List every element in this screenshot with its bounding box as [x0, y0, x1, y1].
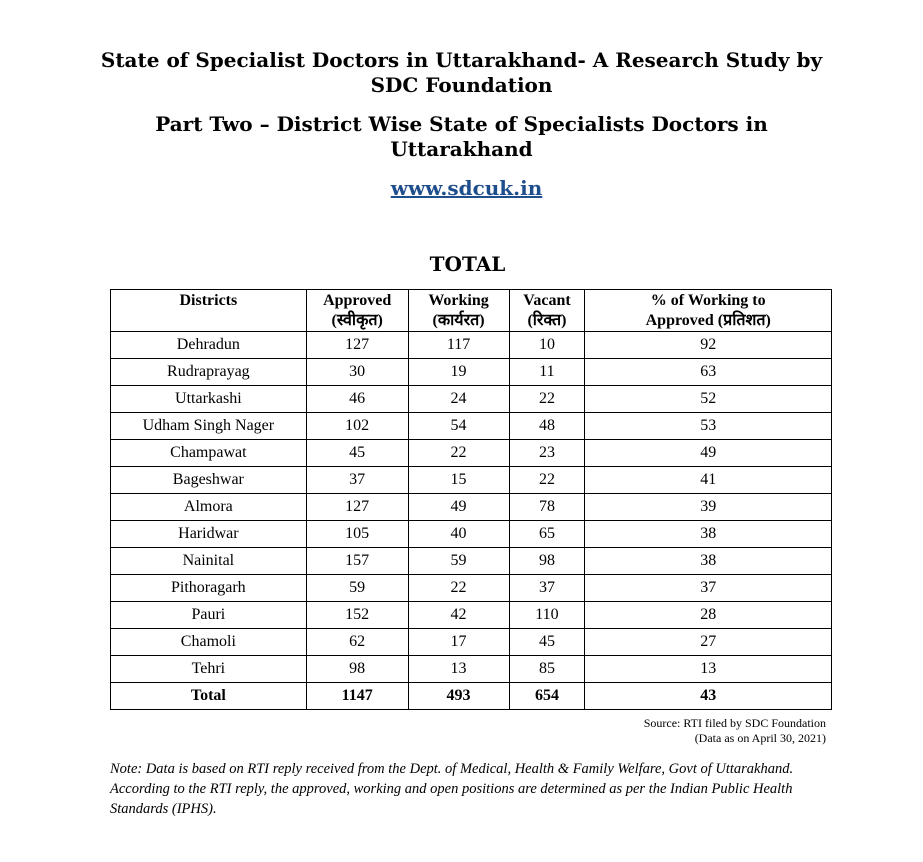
table-total-row — [111, 683, 832, 710]
header-approved-en: Approved — [323, 292, 392, 309]
header-working-hi: (कार्यरत) — [432, 312, 485, 329]
footnote: Note: Data is based on RTI reply received from the Dept. of Medical, Health & Family Welfare, Govt of Uttarakhand. According to the RTI reply, the approved, working and open positions are determined as per the Indian Public Health Standards (IPHS). — [110, 761, 794, 817]
header-approved-hi: (स्वीकृत) — [331, 312, 383, 329]
table-row — [111, 413, 832, 440]
table-row — [111, 548, 832, 575]
cell-district: Haridwar — [111, 521, 307, 548]
cell-vacant: 65 — [509, 521, 585, 548]
table-row — [111, 494, 832, 521]
cell-district: Pauri — [111, 602, 307, 629]
cell-approved: 105 — [306, 521, 408, 548]
cell-district: Chamoli — [111, 629, 307, 656]
cell-approved: 127 — [306, 494, 408, 521]
header-working — [408, 290, 509, 332]
subtitle-line-1: Part Two – District Wise State of Specialists Doctors in — [155, 112, 768, 136]
header-working-en: Working — [428, 292, 489, 309]
header-percent-hi: Approved (प्रतिशत) — [645, 312, 771, 329]
header-approved — [306, 290, 408, 332]
cell-percent: 37 — [585, 575, 832, 602]
table-row — [111, 440, 832, 467]
cell-working: 117 — [408, 332, 509, 359]
header-districts-label: Districts — [179, 292, 238, 309]
cell-vacant: 22 — [509, 386, 585, 413]
table-row — [111, 629, 832, 656]
cell-vacant: 37 — [509, 575, 585, 602]
total-approved: 1147 — [306, 683, 408, 710]
cell-vacant: 22 — [509, 467, 585, 494]
document-subtitle — [0, 112, 923, 162]
cell-working: 17 — [408, 629, 509, 656]
cell-percent: 63 — [585, 359, 832, 386]
subtitle-line-2: Uttarakhand — [390, 137, 533, 161]
cell-district: Dehradun — [111, 332, 307, 359]
cell-approved: 127 — [306, 332, 408, 359]
cell-approved: 152 — [306, 602, 408, 629]
cell-percent: 38 — [585, 548, 832, 575]
source-note — [644, 716, 826, 746]
title-line-1: State of Specialist Doctors in Uttarakhand- A Research Study by — [100, 48, 823, 72]
cell-working: 40 — [408, 521, 509, 548]
header-vacant-hi: (रिक्त) — [527, 312, 567, 329]
table-row — [111, 386, 832, 413]
table-header-row — [111, 290, 832, 332]
cell-percent: 92 — [585, 332, 832, 359]
cell-vacant: 23 — [509, 440, 585, 467]
cell-percent: 13 — [585, 656, 832, 683]
cell-vacant: 11 — [509, 359, 585, 386]
cell-working: 19 — [408, 359, 509, 386]
cell-approved: 98 — [306, 656, 408, 683]
header-vacant-en: Vacant — [523, 292, 571, 309]
cell-percent: 38 — [585, 521, 832, 548]
table-row — [111, 575, 832, 602]
cell-approved: 46 — [306, 386, 408, 413]
cell-working: 13 — [408, 656, 509, 683]
cell-vacant: 45 — [509, 629, 585, 656]
document-title — [0, 48, 923, 98]
cell-district: Udham Singh Nager — [111, 413, 307, 440]
table-row — [111, 602, 832, 629]
cell-percent: 39 — [585, 494, 832, 521]
cell-approved: 62 — [306, 629, 408, 656]
cell-vacant: 48 — [509, 413, 585, 440]
cell-working: 42 — [408, 602, 509, 629]
header-percent-en: % of Working to — [650, 292, 766, 309]
table-row — [111, 332, 832, 359]
cell-vacant: 85 — [509, 656, 585, 683]
cell-district: Bageshwar — [111, 467, 307, 494]
cell-working: 49 — [408, 494, 509, 521]
table-title: TOTAL — [429, 252, 506, 276]
website-link[interactable]: www.sdcuk.in — [390, 176, 543, 200]
total-label: Total — [111, 683, 307, 710]
cell-district: Tehri — [111, 656, 307, 683]
source-line-2: (Data as on April 30, 2021) — [694, 731, 826, 745]
cell-approved: 30 — [306, 359, 408, 386]
cell-percent: 53 — [585, 413, 832, 440]
cell-vacant: 10 — [509, 332, 585, 359]
cell-percent: 27 — [585, 629, 832, 656]
source-line-1: Source: RTI filed by SDC Foundation — [643, 716, 826, 730]
cell-approved: 102 — [306, 413, 408, 440]
cell-working: 22 — [408, 440, 509, 467]
cell-district: Champawat — [111, 440, 307, 467]
cell-approved: 157 — [306, 548, 408, 575]
table-row — [111, 656, 832, 683]
cell-percent: 52 — [585, 386, 832, 413]
cell-district: Pithoragarh — [111, 575, 307, 602]
table-row — [111, 521, 832, 548]
cell-district: Nainital — [111, 548, 307, 575]
cell-working: 24 — [408, 386, 509, 413]
cell-working: 59 — [408, 548, 509, 575]
cell-percent: 49 — [585, 440, 832, 467]
cell-approved: 37 — [306, 467, 408, 494]
table-row — [111, 359, 832, 386]
cell-district: Almora — [111, 494, 307, 521]
cell-working: 22 — [408, 575, 509, 602]
header-vacant — [509, 290, 585, 332]
cell-district: Uttarkashi — [111, 386, 307, 413]
specialist-doctors-table — [110, 289, 832, 710]
header-percent — [585, 290, 832, 332]
cell-percent: 41 — [585, 467, 832, 494]
title-line-2: SDC Foundation — [370, 73, 553, 97]
table-row — [111, 467, 832, 494]
cell-approved: 59 — [306, 575, 408, 602]
cell-vacant: 110 — [509, 602, 585, 629]
cell-working: 54 — [408, 413, 509, 440]
header-districts — [111, 290, 307, 332]
cell-vacant: 78 — [509, 494, 585, 521]
cell-district: Rudraprayag — [111, 359, 307, 386]
total-vacant: 654 — [509, 683, 585, 710]
cell-percent: 28 — [585, 602, 832, 629]
cell-vacant: 98 — [509, 548, 585, 575]
cell-working: 15 — [408, 467, 509, 494]
total-working: 493 — [408, 683, 509, 710]
total-percent: 43 — [585, 683, 832, 710]
cell-approved: 45 — [306, 440, 408, 467]
